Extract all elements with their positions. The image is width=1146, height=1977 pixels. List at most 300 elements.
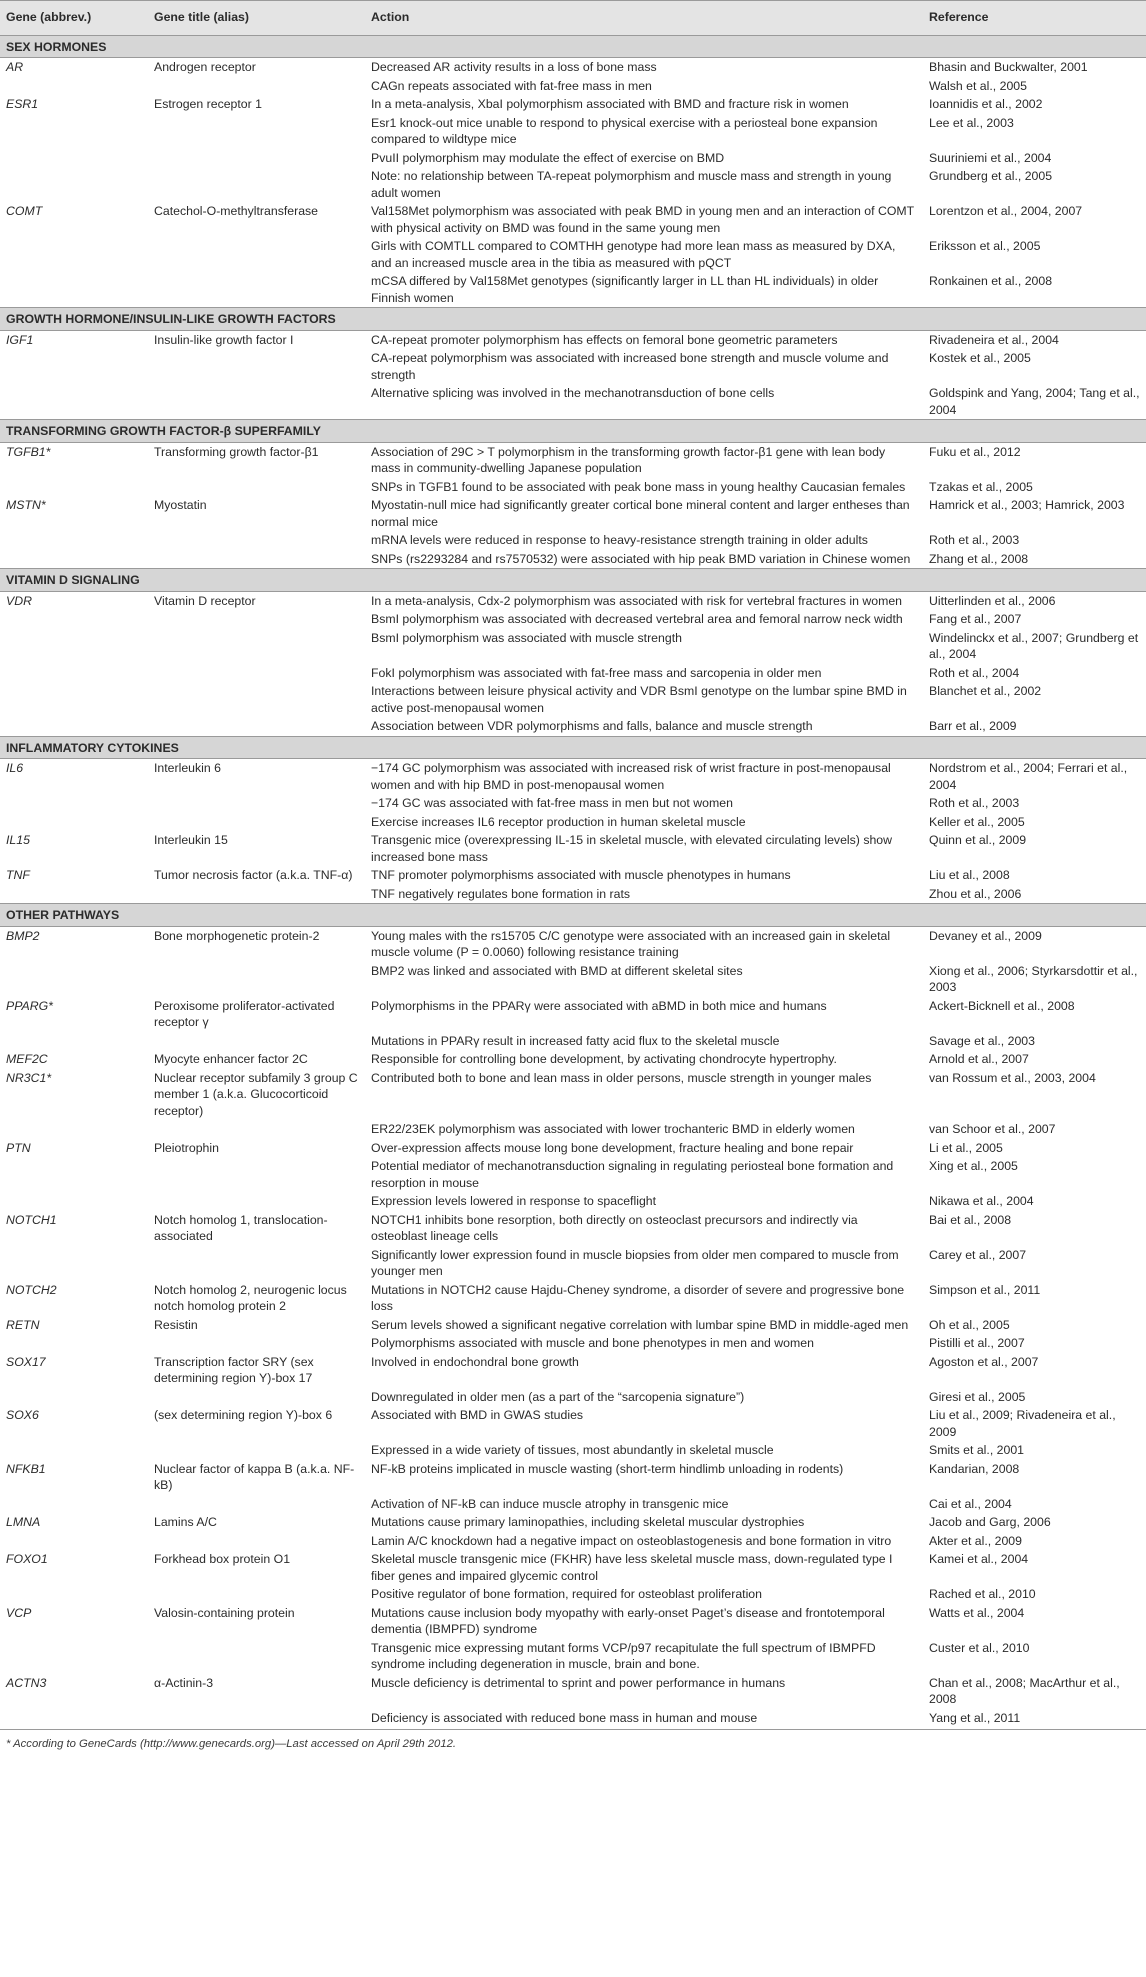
gene-cell xyxy=(0,550,148,569)
header-gene: Gene (abbrev.) xyxy=(0,1,148,36)
table-row xyxy=(0,682,1146,717)
table-row xyxy=(0,794,1146,813)
table-header xyxy=(0,1,1146,36)
action-cell: Girls with COMTLL compared to COMTHH genotype had more lean mass as measured by DXA, and an increased muscle area in the tibia as measured with pQCT xyxy=(371,239,896,270)
action-cell: Interactions between leisure physical activity and VDR BsmI genotype on the lumbar spine BMD in active post-menopausal women xyxy=(371,684,907,715)
title-cell xyxy=(148,1441,365,1460)
gene-cell xyxy=(0,77,148,96)
reference-cell: Bai et al., 2008 xyxy=(929,1212,1012,1227)
action-cell: TNF promoter polymorphisms associated with muscle phenotypes in humans xyxy=(371,868,791,882)
action-cell: Involved in endochondral bone growth xyxy=(371,1354,579,1369)
table-row xyxy=(0,1139,1146,1158)
gene-cell xyxy=(0,531,148,550)
reference-cell: Lee et al., 2003 xyxy=(929,115,1014,130)
reference-cell: Roth et al., 2003 xyxy=(929,796,1020,810)
gene-cell xyxy=(0,114,148,149)
title-cell: Pleiotrophin xyxy=(154,1140,219,1155)
title-cell xyxy=(148,664,365,683)
gene-cell xyxy=(0,885,148,904)
title-cell xyxy=(148,149,365,168)
title-cell: Catechol-O-methyltransferase xyxy=(154,204,319,218)
table-row xyxy=(0,1211,1146,1246)
table-row xyxy=(0,1192,1146,1211)
action-cell: −174 GC polymorphism was associated with increased risk of wrist fracture in post-menopausal women and with hip BMD in post-menopausal women xyxy=(371,761,891,792)
title-cell: Nuclear factor of kappa B (a.k.a. NF-kB) xyxy=(154,1461,355,1492)
table-row xyxy=(0,591,1146,610)
header-reference: Reference xyxy=(923,1,1146,36)
title-cell xyxy=(148,962,365,997)
reference-cell: Simpson et al., 2011 xyxy=(929,1282,1041,1297)
action-cell: NOTCH1 inhibits bone resorption, both directly on osteoclast precursors and indirectly via osteoblast lineage cells xyxy=(371,1212,858,1243)
reference-cell: Xiong et al., 2006; Styrkarsdottir et al., 2003 xyxy=(929,963,1138,994)
title-cell xyxy=(148,813,365,832)
table-row xyxy=(0,58,1146,77)
gene-cell xyxy=(0,1032,148,1051)
reference-cell: Nikawa et al., 2004 xyxy=(929,1194,1034,1208)
reference-cell: Agoston et al., 2007 xyxy=(929,1354,1039,1369)
action-cell: Val158Met polymorphism was associated with peak BMD in young men and an interaction of COMT with physical activity on BMD was found in the same young men xyxy=(371,204,914,235)
title-cell xyxy=(148,1157,365,1192)
title-cell xyxy=(148,349,365,384)
title-cell xyxy=(148,550,365,569)
reference-cell: Xing et al., 2005 xyxy=(929,1159,1018,1173)
reference-cell: Carey et al., 2007 xyxy=(929,1247,1027,1262)
table-row xyxy=(0,1585,1146,1604)
action-cell: Polymorphisms in the PPARγ were associated with aBMD in both mice and humans xyxy=(371,998,827,1013)
action-cell: In a meta-analysis, XbaI polymorphism associated with BMD and fracture risk in women xyxy=(371,97,849,111)
action-cell: BsmI polymorphism was associated with muscle strength xyxy=(371,630,682,645)
header-title: Gene title (alias) xyxy=(148,1,365,36)
table-row xyxy=(0,1246,1146,1281)
table-row xyxy=(0,202,1146,237)
action-cell: Expressed in a wide variety of tissues, most abundantly in skeletal muscle xyxy=(371,1443,774,1457)
action-cell: Potential mediator of mechanotransduction signaling in regulating periosteal bone formation and resorption in mouse xyxy=(371,1159,894,1190)
action-cell: mRNA levels were reduced in response to heavy-resistance strength training in older adults xyxy=(371,533,868,547)
action-cell: Transgenic mice (overexpressing IL-15 in skeletal muscle, with elevated circulating levels) show increased bone mass xyxy=(371,833,893,864)
title-cell xyxy=(148,272,365,308)
action-cell: BsmI polymorphism was associated with decreased vertebral area and femoral narrow neck width xyxy=(371,612,903,626)
title-cell xyxy=(148,717,365,736)
table-row xyxy=(0,1353,1146,1388)
action-cell: Deficiency is associated with reduced bone mass in human and mouse xyxy=(365,1709,923,1730)
reference-cell: Liu et al., 2009; Rivadeneira et al., 2009 xyxy=(929,1408,1116,1439)
reference-cell: van Rossum et al., 2003, 2004 xyxy=(929,1070,1096,1085)
title-cell xyxy=(148,629,365,664)
reference-cell: Ioannidis et al., 2002 xyxy=(929,97,1043,111)
gene-cell xyxy=(0,149,148,168)
title-cell: Forkhead box protein O1 xyxy=(154,1552,291,1566)
gene-cell xyxy=(0,1495,148,1514)
table-row xyxy=(0,114,1146,149)
action-cell: Skeletal muscle transgenic mice (FKHR) have less skeletal muscle mass, down-regulated type I fiber genes and impaired glycemic control xyxy=(371,1552,893,1583)
table-row xyxy=(0,1513,1146,1532)
action-cell: Young males with the rs15705 C/C genotype were associated with an increased gain in skeletal muscle volume (P = 0.0060) following resistance training xyxy=(371,928,891,959)
table-row xyxy=(0,1495,1146,1514)
gene-cell xyxy=(0,1441,148,1460)
title-cell: Androgen receptor xyxy=(154,60,256,74)
gene-cell xyxy=(0,384,148,420)
title-cell: (sex determining region Y)-box 6 xyxy=(154,1408,333,1422)
table-row xyxy=(0,1639,1146,1674)
table-row xyxy=(0,496,1146,531)
reference-cell: Liu et al., 2008 xyxy=(929,868,1010,882)
gene-cell: COMT xyxy=(6,204,43,218)
gene-cell: VCP xyxy=(6,1605,32,1620)
title-cell: Peroxisome proliferator-activated receptor γ xyxy=(154,998,335,1029)
action-cell: Esr1 knock-out mice unable to respond to physical exercise with a periosteal bone expansion compared to wildtype mice xyxy=(371,115,878,146)
title-cell xyxy=(148,682,365,717)
gene-cell xyxy=(0,1639,148,1674)
table-row xyxy=(0,1157,1146,1192)
gene-cell: NOTCH1 xyxy=(6,1212,57,1227)
gene-cell xyxy=(0,1532,148,1551)
reference-cell: Jacob and Garg, 2006 xyxy=(929,1515,1051,1529)
table-row xyxy=(0,926,1146,962)
table-row xyxy=(0,1281,1146,1316)
reference-cell: Blanchet et al., 2002 xyxy=(929,684,1042,698)
action-cell: −174 GC was associated with fat-free mass in men but not women xyxy=(371,796,733,810)
action-cell: mCSA differed by Val158Met genotypes (significantly larger in LL than HL individuals) in older Finnish women xyxy=(371,274,879,305)
reference-cell: Kostek et al., 2005 xyxy=(929,351,1031,365)
gene-cell: IGF1 xyxy=(6,332,34,347)
gene-cell xyxy=(0,1709,148,1730)
gene-cell: SOX6 xyxy=(6,1408,39,1422)
action-cell: Exercise increases IL6 receptor production in human skeletal muscle xyxy=(371,814,746,829)
table-row xyxy=(0,759,1146,795)
reference-cell: Kamei et al., 2004 xyxy=(929,1552,1029,1566)
section-header xyxy=(0,35,1146,58)
title-cell xyxy=(148,1192,365,1211)
title-cell: Interleukin 6 xyxy=(154,761,221,775)
title-cell: Estrogen receptor 1 xyxy=(154,97,263,111)
gene-cell: PPARG* xyxy=(6,998,53,1013)
action-cell: Note: no relationship between TA-repeat polymorphism and muscle mass and strength in young adult women xyxy=(371,169,892,200)
reference-cell: Devaney et al., 2009 xyxy=(929,928,1042,943)
reference-cell: Savage et al., 2003 xyxy=(929,1033,1035,1048)
table-row xyxy=(0,237,1146,272)
gene-cell: BMP2 xyxy=(6,928,40,943)
table-row xyxy=(0,1709,1146,1730)
reference-cell: Windelinckx et al., 2007; Grundberg et al., 2004 xyxy=(929,630,1139,661)
reference-cell: Uitterlinden et al., 2006 xyxy=(929,593,1056,608)
gene-cell xyxy=(0,1334,148,1353)
reference-cell: Chan et al., 2008; MacArthur et al., 2008 xyxy=(929,1675,1120,1706)
title-cell: Myostatin xyxy=(154,498,207,512)
reference-cell: Grundberg et al., 2005 xyxy=(929,169,1053,183)
title-cell xyxy=(148,478,365,497)
table-row xyxy=(0,1532,1146,1551)
title-cell: Resistin xyxy=(154,1317,198,1332)
gene-cell: MEF2C xyxy=(6,1052,48,1066)
gene-cell xyxy=(0,629,148,664)
section-title: INFLAMMATORY CYTOKINES xyxy=(0,736,1146,759)
reference-cell: Akter et al., 2009 xyxy=(929,1533,1022,1548)
title-cell xyxy=(148,1495,365,1514)
section-title: VITAMIN D SIGNALING xyxy=(0,569,1146,592)
gene-cell xyxy=(0,682,148,717)
title-cell xyxy=(148,114,365,149)
title-cell: α-Actinin-3 xyxy=(154,1675,214,1690)
footnote: * According to GeneCards (http://www.genecards.org)—Last accessed on April 29th 2012. xyxy=(6,1738,457,1750)
title-cell: Valosin-containing protein xyxy=(154,1605,295,1620)
reference-cell: Nordstrom et al., 2004; Ferrari et al., 2004 xyxy=(929,761,1128,792)
action-cell: Positive regulator of bone formation, required for osteoblast proliferation xyxy=(371,1587,762,1601)
reference-cell: Walsh et al., 2005 xyxy=(929,78,1027,93)
action-cell: Responsible for controlling bone development, by activating chondrocyte hypertrophy. xyxy=(371,1052,837,1066)
title-cell: Transforming growth factor-β1 xyxy=(154,444,319,459)
reference-cell: Rivadeneira et al., 2004 xyxy=(929,332,1059,347)
reference-cell: Fang et al., 2007 xyxy=(929,612,1022,626)
section-title: OTHER PATHWAYS xyxy=(0,904,1146,927)
gene-cell xyxy=(0,1585,148,1604)
reference-cell: Eriksson et al., 2005 xyxy=(929,239,1041,253)
action-cell: Decreased AR activity results in a loss of bone mass xyxy=(371,60,657,74)
table-row xyxy=(0,866,1146,885)
reference-cell: Rached et al., 2010 xyxy=(929,1587,1036,1601)
title-cell xyxy=(148,885,365,904)
action-cell: Mutations cause primary laminopathies, including skeletal muscular dystrophies xyxy=(371,1515,805,1529)
reference-cell: Arnold et al., 2007 xyxy=(929,1052,1029,1066)
gene-cell xyxy=(0,664,148,683)
reference-cell: Suuriniemi et al., 2004 xyxy=(929,150,1052,165)
action-cell: Mutations in PPARγ result in increased fatty acid flux to the skeletal muscle xyxy=(371,1033,780,1048)
table-row xyxy=(0,167,1146,202)
title-cell xyxy=(148,1709,365,1730)
action-cell: TNF negatively regulates bone formation in rats xyxy=(371,886,631,901)
gene-cell xyxy=(0,1120,148,1139)
reference-cell: van Schoor et al., 2007 xyxy=(929,1122,1056,1136)
table-row xyxy=(0,1316,1146,1335)
table-row xyxy=(0,1550,1146,1585)
table-row xyxy=(0,1604,1146,1639)
gene-cell: MSTN* xyxy=(6,498,46,512)
reference-cell: Kandarian, 2008 xyxy=(929,1461,1020,1476)
action-cell: Mutations in NOTCH2 cause Hajdu-Cheney syndrome, a disorder of severe and progressive bone loss xyxy=(371,1282,905,1313)
action-cell: In a meta-analysis, Cdx-2 polymorphism was associated with risk for vertebral fractures in women xyxy=(371,593,903,608)
section-header xyxy=(0,569,1146,592)
table-row xyxy=(0,272,1146,308)
reference-cell: Ronkainen et al., 2008 xyxy=(929,274,1053,288)
reference-cell: Lorentzon et al., 2004, 2007 xyxy=(929,204,1083,218)
action-cell: PvuII polymorphism may modulate the effect of exercise on BMD xyxy=(371,150,725,165)
table-row xyxy=(0,831,1146,866)
action-cell: NF-kB proteins implicated in muscle wasting (short-term hindlimb unloading in rodents) xyxy=(371,1461,844,1476)
table-row xyxy=(0,813,1146,832)
reference-cell: Giresi et al., 2005 xyxy=(929,1389,1026,1404)
action-cell: Expression levels lowered in response to spaceflight xyxy=(371,1194,657,1208)
table-row xyxy=(0,1674,1146,1709)
section-title: SEX HORMONES xyxy=(0,35,1146,58)
action-cell: Activation of NF-kB can induce muscle atrophy in transgenic mice xyxy=(371,1496,729,1511)
table-row xyxy=(0,885,1146,904)
title-cell: Interleukin 15 xyxy=(154,833,228,847)
reference-cell: Smits et al., 2001 xyxy=(929,1443,1025,1457)
title-cell xyxy=(148,1639,365,1674)
title-cell: Bone morphogenetic protein-2 xyxy=(154,928,320,943)
gene-cell xyxy=(0,349,148,384)
action-cell: Serum levels showed a significant negative correlation with lumbar spine BMD in middle-aged men xyxy=(371,1317,909,1332)
table-row xyxy=(0,384,1146,420)
section-title: TRANSFORMING GROWTH FACTOR-β SUPERFAMILY xyxy=(0,420,1146,443)
action-cell: ER22/23EK polymorphism was associated with lower trochanteric BMD in elderly women xyxy=(371,1122,855,1136)
gene-cell: NR3C1* xyxy=(6,1070,52,1085)
action-cell: Significantly lower expression found in muscle biopsies from older men compared to muscle from younger men xyxy=(371,1247,899,1278)
table-row xyxy=(0,1460,1146,1495)
table-row xyxy=(0,95,1146,114)
table-row xyxy=(0,1050,1146,1069)
gene-cell xyxy=(0,167,148,202)
gene-cell: ESR1 xyxy=(6,97,39,111)
title-cell xyxy=(148,1120,365,1139)
reference-cell: Roth et al., 2003 xyxy=(929,533,1020,547)
reference-cell: Goldspink and Yang, 2004; Tang et al., 2004 xyxy=(929,386,1140,417)
title-cell xyxy=(148,237,365,272)
title-cell: Vitamin D receptor xyxy=(154,593,256,608)
gene-cell xyxy=(0,1246,148,1281)
action-cell: Contributed both to bone and lean mass in older persons, muscle strength in younger males xyxy=(371,1070,872,1085)
table-row xyxy=(0,1069,1146,1121)
gene-cell: RETN xyxy=(6,1317,40,1332)
title-cell xyxy=(148,1532,365,1551)
section-header xyxy=(0,904,1146,927)
table-row xyxy=(0,1120,1146,1139)
reference-cell: Keller et al., 2005 xyxy=(929,814,1025,829)
table-row xyxy=(0,1406,1146,1441)
table-row xyxy=(0,349,1146,384)
reference-cell: Bhasin and Buckwalter, 2001 xyxy=(929,60,1088,74)
table-row xyxy=(0,629,1146,664)
title-cell xyxy=(148,77,365,96)
table-row xyxy=(0,478,1146,497)
action-cell: Mutations cause inclusion body myopathy with early-onset Paget’s disease and frontotemporal dementia (IBMPFD) syndrome xyxy=(371,1605,885,1636)
gene-cell xyxy=(0,1157,148,1192)
action-cell: Association between VDR polymorphisms and falls, balance and muscle strength xyxy=(371,719,813,733)
action-cell: Association of 29C > T polymorphism in the transforming growth factor-β1 gene with lean body mass in community-dwelling Japanese population xyxy=(371,444,886,475)
action-cell: Lamin A/C knockdown had a negative impact on osteoblastogenesis and bone formation in vitro xyxy=(371,1533,892,1548)
title-cell: Notch homolog 1, translocation-associated xyxy=(154,1212,328,1243)
title-cell xyxy=(148,1585,365,1604)
gene-cell xyxy=(0,272,148,308)
reference-cell: Watts et al., 2004 xyxy=(929,1605,1025,1620)
reference-cell: Barr et al., 2009 xyxy=(929,719,1017,733)
table-row xyxy=(0,330,1146,349)
reference-cell: Zhang et al., 2008 xyxy=(929,551,1029,566)
reference-cell: Custer et al., 2010 xyxy=(929,1640,1030,1655)
table-row xyxy=(0,1388,1146,1407)
gene-cell: NFKB1 xyxy=(6,1461,46,1476)
table-row xyxy=(0,610,1146,629)
action-cell: SNPs (rs2293284 and rs7570532) were associated with hip peak BMD variation in Chinese women xyxy=(371,551,911,566)
table-body xyxy=(0,35,1146,1730)
gene-cell xyxy=(0,1388,148,1407)
section-header xyxy=(0,308,1146,331)
gene-cell: LMNA xyxy=(6,1515,41,1529)
table-row xyxy=(0,1032,1146,1051)
reference-cell: Cai et al., 2004 xyxy=(929,1496,1012,1511)
reference-cell: Fuku et al., 2012 xyxy=(929,444,1021,459)
title-cell: Myocyte enhancer factor 2C xyxy=(154,1052,308,1066)
reference-cell: Zhou et al., 2006 xyxy=(929,886,1022,901)
title-cell xyxy=(148,1334,365,1353)
reference-cell: Hamrick et al., 2003; Hamrick, 2003 xyxy=(929,498,1125,512)
gene-cell xyxy=(0,717,148,736)
action-cell: Alternative splicing was involved in the mechanotransduction of bone cells xyxy=(371,386,775,400)
action-cell: Downregulated in older men (as a part of the “sarcopenia signature”) xyxy=(371,1389,745,1404)
reference-cell: Roth et al., 2004 xyxy=(929,665,1020,680)
title-cell: Lamins A/C xyxy=(154,1515,217,1529)
reference-cell: Quinn et al., 2009 xyxy=(929,833,1027,847)
gene-cell xyxy=(0,794,148,813)
action-cell: Polymorphisms associated with muscle and bone phenotypes in men and women xyxy=(371,1336,814,1350)
reference-cell: Oh et al., 2005 xyxy=(929,1317,1010,1332)
gene-cell: IL15 xyxy=(6,833,30,847)
title-cell: Nuclear receptor subfamily 3 group C member 1 (a.k.a. Glucocorticoid receptor) xyxy=(154,1070,358,1118)
section-title: GROWTH HORMONE/INSULIN-LIKE GROWTH FACTORS xyxy=(0,308,1146,331)
gene-cell xyxy=(0,237,148,272)
gene-cell: TGFB1* xyxy=(6,444,51,459)
table-row xyxy=(0,77,1146,96)
table-row xyxy=(0,1441,1146,1460)
reference-cell: Li et al., 2005 xyxy=(929,1140,1003,1155)
action-cell: Over-expression affects mouse long bone development, fracture healing and bone repair xyxy=(371,1140,854,1155)
gene-cell xyxy=(0,813,148,832)
title-cell xyxy=(148,794,365,813)
gene-cell: ACTN3 xyxy=(6,1675,47,1690)
title-cell: Insulin-like growth factor I xyxy=(154,332,294,347)
action-cell: CAGn repeats associated with fat-free mass in men xyxy=(371,78,652,93)
title-cell xyxy=(148,1388,365,1407)
title-cell xyxy=(148,1032,365,1051)
title-cell: Tumor necrosis factor (a.k.a. TNF-α) xyxy=(154,868,353,882)
table-row xyxy=(0,1334,1146,1353)
table-row xyxy=(0,531,1146,550)
gene-cell xyxy=(0,1192,148,1211)
title-cell: Transcription factor SRY (sex determining region Y)-box 17 xyxy=(154,1354,314,1385)
reference-cell: Yang et al., 2011 xyxy=(923,1709,1146,1730)
table-row xyxy=(0,664,1146,683)
action-cell: Transgenic mice expressing mutant forms VCP/p97 recapitulate the full spectrum of IBMPFD syndrome including degeneration in muscle, brain and bone. xyxy=(371,1640,876,1671)
gene-cell xyxy=(0,478,148,497)
reference-cell: Tzakas et al., 2005 xyxy=(929,479,1033,494)
title-cell xyxy=(148,531,365,550)
gene-cell: PTN xyxy=(6,1140,31,1155)
table-row xyxy=(0,997,1146,1032)
action-cell: CA-repeat promoter polymorphism has effects on femoral bone geometric parameters xyxy=(371,332,838,347)
gene-cell xyxy=(0,962,148,997)
title-cell xyxy=(148,384,365,420)
table-row xyxy=(0,717,1146,736)
action-cell: Associated with BMD in GWAS studies xyxy=(371,1408,584,1422)
action-cell: BMP2 was linked and associated with BMD at different skeletal sites xyxy=(371,963,743,978)
section-header xyxy=(0,736,1146,759)
section-header xyxy=(0,420,1146,443)
gene-cell: VDR xyxy=(6,593,32,608)
gene-cell: NOTCH2 xyxy=(6,1282,57,1297)
table-row xyxy=(0,149,1146,168)
gene-cell: TNF xyxy=(6,868,30,882)
title-cell xyxy=(148,1246,365,1281)
gene-cell: AR xyxy=(6,60,24,74)
gene-cell xyxy=(0,610,148,629)
header-action: Action xyxy=(365,1,923,36)
gene-cell: SOX17 xyxy=(6,1354,46,1369)
table-row xyxy=(0,962,1146,997)
reference-cell: Ackert-Bicknell et al., 2008 xyxy=(929,998,1075,1013)
title-cell xyxy=(148,610,365,629)
action-cell: FokI polymorphism was associated with fat-free mass and sarcopenia in older men xyxy=(371,665,822,680)
title-cell xyxy=(148,167,365,202)
title-cell: Notch homolog 2, neurogenic locus notch homolog protein 2 xyxy=(154,1282,347,1313)
